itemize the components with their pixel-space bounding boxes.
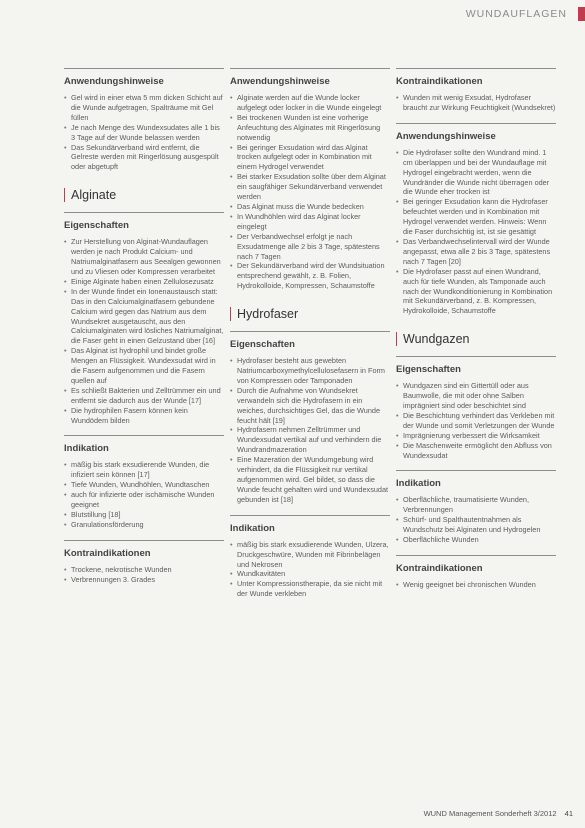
bullet-item: • Wundgazen sind ein Gittertüll oder aus Baumwolle, die mit oder ohne Salben imprägniert sind oder beschichtet sind xyxy=(396,381,556,411)
section-heading: Wundgazen xyxy=(396,332,556,346)
bullet-item: • Der Sekundärverband wird der Wundsituation entsprechend gewählt, z. B. Folien, Hydrokolloide, Kompressen, Schaumstoffe xyxy=(230,261,390,291)
subsection-heading: Indikation xyxy=(64,435,224,458)
footer-source: WUND Management Sonderheft 3/2012 xyxy=(423,809,557,818)
bullet-item: • Einige Alginate haben einen Zellulosezusatz xyxy=(64,277,224,287)
bullet-list xyxy=(64,565,224,585)
bullet-item: • Bei trockenen Wunden ist eine vorherige Anfeuchtung des Alginates mit Ringerlösung notwendig xyxy=(230,113,390,143)
bullet-item: • Alginate werden auf die Wunde locker aufgelegt oder locker in die Wunde eingelegt xyxy=(230,93,390,113)
bullet-item: • Unter Kompressionstherapie, da sie nicht mit der Wunde verkleben xyxy=(230,579,390,599)
bullet-item: • Blutstillung [18] xyxy=(64,510,224,520)
subsection-heading: Kontraindikationen xyxy=(396,555,556,578)
bullet-list xyxy=(230,93,390,291)
bullet-list xyxy=(230,540,390,599)
bullet-item: • In Wundhöhlen wird das Alginat locker eingelegt xyxy=(230,212,390,232)
bullet-item: • Das Alginat ist hydrophil und bindet große Mengen an Flüssigkeit. Wundexsudat wird in die Fasern aufgenommen und die Fasern quellen auf xyxy=(64,346,224,386)
text-column-1 xyxy=(64,68,224,585)
bullet-item: • Wundkavitäten xyxy=(230,569,390,579)
bullet-item: • Das Alginat muss die Wunde bedecken xyxy=(230,202,390,212)
bullet-item: • Durch die Aufnahme von Wundsekret verwandeln sich die Hydrofasern in ein weiches, durchsichtiges Gel, das die Wunde feucht hält [19] xyxy=(230,386,390,426)
subsection-heading: Eigenschaften xyxy=(230,331,390,354)
section-heading: Hydrofaser xyxy=(230,307,390,321)
bullet-item: • mäßig bis stark exsudierende Wunden, die infiziert sein können [17] xyxy=(64,460,224,480)
bullet-list xyxy=(230,356,390,505)
bullet-item: • Wunden mit wenig Exsudat, Hydrofaser braucht zur Wirkung Feuchtigkeit (Wundsekret) xyxy=(396,93,556,113)
subsection-heading: Kontraindikationen xyxy=(396,68,556,91)
bullet-item: • Das Sekundärverband wird entfernt, die Gelreste werden mit Ringerlösung ausgespült oder abgetupft xyxy=(64,143,224,173)
running-header-title: WUNDAUFLAGEN xyxy=(465,8,567,20)
bullet-item: • Bei geringer Exsudation kann die Hydrofaser befeuchtet werden und in Kombination mit Hydrogel verwendet werden. Hinweis: Wenn die Faser durchsichtig ist, ist sie gesättigt xyxy=(396,197,556,237)
text-column-3 xyxy=(396,68,556,590)
subsection-heading: Anwendungshinweise xyxy=(64,68,224,91)
bullet-item: • Verbrennungen 3. Grades xyxy=(64,575,224,585)
subsection-heading: Eigenschaften xyxy=(396,356,556,379)
bullet-item: • Die Hydrofaser passt auf einen Wundrand, auch für tiefe Wunden, als Tamponade auch nach der Wundkonditionierung in Kombination mit Sekundärverband, z. B. Kompressen, Hydrokolloide, Schaumstoffe xyxy=(396,267,556,317)
bullet-item: • Oberflächliche Wunden xyxy=(396,535,556,545)
bullet-list xyxy=(64,93,224,172)
section-heading: Alginate xyxy=(64,188,224,202)
bullet-list xyxy=(396,381,556,460)
bullet-item: • Es schließt Bakterien und Zelltrümmer ein und entfernt sie dadurch aus der Wunde [17] xyxy=(64,386,224,406)
bullet-item: • Eine Mazeration der Wundumgebung wird verhindert, da die Flüssigkeit nur vertikal aufgenommen wird. Gel bildet, so dass die Wunde feucht gehalten wird und Wundexsudat gebunden ist [18] xyxy=(230,455,390,505)
bullet-item: • Oberflächliche, traumatisierte Wunden, Verbrennungen xyxy=(396,495,556,515)
subsection-heading: Eigenschaften xyxy=(64,212,224,235)
bullet-item: • Die hydrophilen Fasern können kein Wundödem bilden xyxy=(64,406,224,426)
page-footer xyxy=(424,809,573,818)
bullet-item: • Schürf- und Spalthautentnahmen als Wundschutz bei Alginaten und Hydrogelen xyxy=(396,515,556,535)
bullet-item: • Gel wird in einer etwa 5 mm dicken Schicht auf die Wunde aufgetragen, Spalträume mit Gel füllen xyxy=(64,93,224,123)
bullet-item: • Die Maschenweite ermöglicht den Abfluss von Wundexsudat xyxy=(396,441,556,461)
page-number: 41 xyxy=(564,809,573,818)
bullet-item: • mäßig bis stark exsudierende Wunden, Ulzera, Druckgeschwüre, Wunden mit Fibrinbelägen und Nekrosen xyxy=(230,540,390,570)
bullet-list xyxy=(396,495,556,545)
subsection-heading: Kontraindikationen xyxy=(64,540,224,563)
bullet-item: • Das Verbandwechselintervall wird der Wunde angepasst, etwa alle 2 bis 3 Tage, spätestens nach 7 Tagen [20] xyxy=(396,237,556,267)
bullet-item: • In der Wunde findet ein Ionenaustausch statt: Das in den Calciumalginatfasern gebundene Calcium wird gegen das Natrium aus dem Wundsekret ausgetauscht, aus den Calciumalginaten wird lösliches Natriumalginat, die Faser geht in einen Gelzustand über [16] xyxy=(64,287,224,346)
bullet-item: • Tiefe Wunden, Wundhöhlen, Wundtaschen xyxy=(64,480,224,490)
bullet-list xyxy=(396,580,556,590)
bullet-item: • Bei geringer Exsudation wird das Alginat trocken aufgelegt oder in Kombination mit einem Hydrogel verwendet xyxy=(230,143,390,173)
bullet-item: • Die Beschichtung verhindert das Verkleben mit der Wunde und somit Verletzungen der Wunde xyxy=(396,411,556,431)
bullet-item: • Hydrofaser besteht aus gewebten Natriumcarboxymethylcellulosefasern in Form von Kompressen oder Tamponaden xyxy=(230,356,390,386)
bullet-item: • Granulationsförderung xyxy=(64,520,224,530)
subsection-heading: Indikation xyxy=(230,515,390,538)
bullet-list xyxy=(396,148,556,316)
bullet-item: • Bei starker Exsudation sollte über dem Alginat ein saugfähiger Sekundärverband verwendet werden xyxy=(230,172,390,202)
bullet-item: • Wenig geeignet bei chronischen Wunden xyxy=(396,580,556,590)
bullet-item: • Imprägnierung verbessert die Wirksamkeit xyxy=(396,431,556,441)
subsection-heading: Anwendungshinweise xyxy=(396,123,556,146)
bullet-item: • Je nach Menge des Wundexsudates alle 1 bis 3 Tage auf der Wunde belassen werden xyxy=(64,123,224,143)
bullet-item: • Zur Herstellung von Alginat-Wundauflagen werden je nach Produkt Calcium- und Natriumalginatfasern aus Seealgen gewonnen und zu Vliesen oder Kompressen verarbeitet xyxy=(64,237,224,277)
bullet-item: • auch für infizierte oder ischämische Wunden geeignet xyxy=(64,490,224,510)
bullet-list xyxy=(64,460,224,529)
subsection-heading: Anwendungshinweise xyxy=(230,68,390,91)
bullet-list xyxy=(396,93,556,113)
header-accent-bar xyxy=(578,7,585,21)
subsection-heading: Indikation xyxy=(396,470,556,493)
bullet-item: • Der Verbandwechsel erfolgt je nach Exsudatmenge alle 2 bis 3 Tage, spätestens nach 7 Tagen xyxy=(230,232,390,262)
bullet-item: • Trockene, nekrotische Wunden xyxy=(64,565,224,575)
bullet-item: • Hydrofasern nehmen Zelltrümmer und Wundexsudat vertikal auf und verhindern die Wundrandmazeration xyxy=(230,425,390,455)
text-column-2 xyxy=(230,68,390,599)
bullet-list xyxy=(64,237,224,425)
bullet-item: • Die Hydrofaser sollte den Wundrand mind. 1 cm überlappen und bei der Wundauflage mit Hydrogel eingebracht werden, wenn die Wundränder die Wunde nicht überragen oder die Wunde eher trocken ist xyxy=(396,148,556,198)
